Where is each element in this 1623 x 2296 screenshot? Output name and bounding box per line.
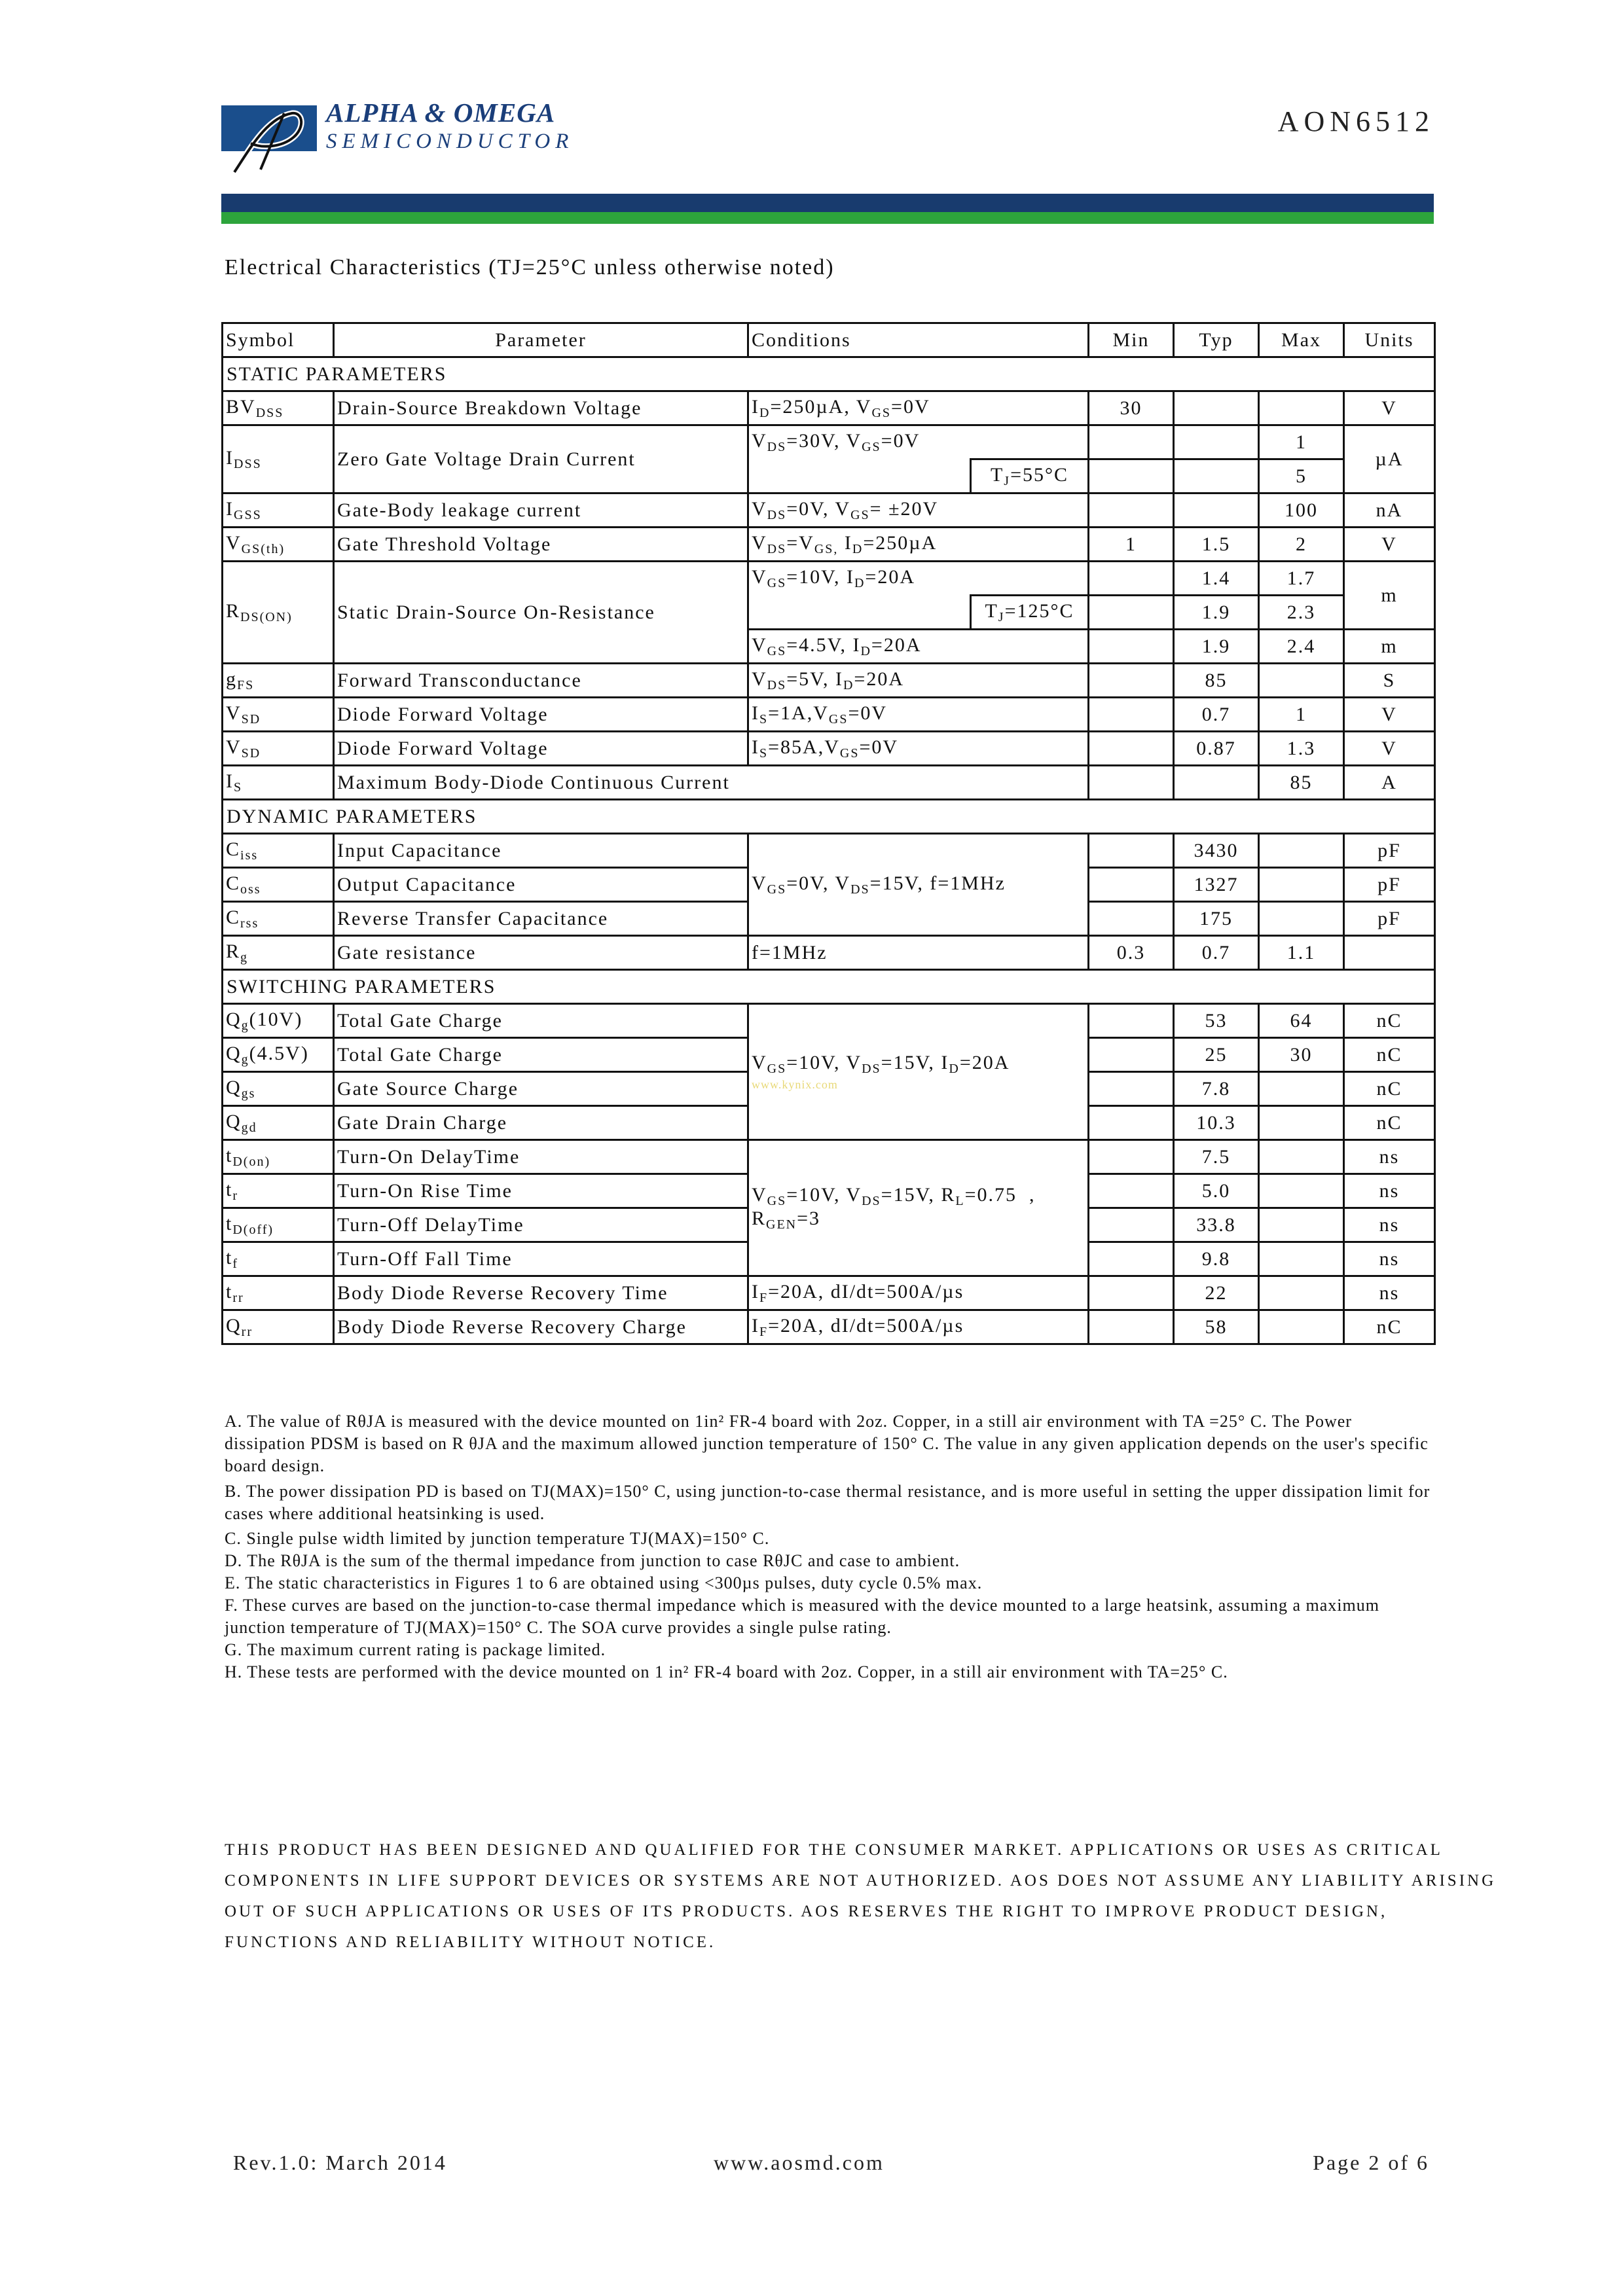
table-header-row — [223, 323, 1435, 357]
unit-cell: µA — [1344, 425, 1435, 493]
typ-cell: 0.7 — [1174, 936, 1259, 970]
company-logo — [221, 101, 319, 173]
typ-cell — [1174, 459, 1259, 493]
cond-cell: f=1MHz — [748, 936, 1089, 970]
table-row — [223, 1140, 1435, 1174]
unit-cell: A — [1344, 766, 1435, 800]
max-cell — [1259, 1140, 1344, 1174]
param-cell: Gate Drain Charge — [334, 1106, 748, 1140]
min-cell — [1089, 1140, 1174, 1174]
param-cell: Diode Forward Voltage — [334, 732, 748, 766]
min-cell — [1089, 732, 1174, 766]
symbol-ciss: $C_{iss}$ — [223, 834, 334, 868]
symbol-crss: $C_{rss}$ — [223, 902, 334, 936]
unit-cell: S — [1344, 664, 1435, 698]
unit-cell: m — [1344, 562, 1435, 630]
note-d: D. The RθJA is the sum of the thermal impedance from junction to case RθJC and case to ambient. — [225, 1551, 960, 1570]
unit-cell: nC — [1344, 1072, 1435, 1106]
max-cell — [1259, 1242, 1344, 1276]
note-e: E. The static characteristics in Figures 1 to 6 are obtained using <300µs pulses, duty cycle 0.5% max. — [225, 1573, 983, 1592]
max-cell: 1.1 — [1259, 936, 1344, 970]
disclaimer-line: OUT OF SUCH APPLICATIONS OR USES OF ITS PRODUCTS. AOS RESERVES THE RIGHT TO IMPROVE PRODUCT DESIGN, — [225, 1903, 1388, 1920]
brand-subtitle: SEMICONDUCTOR — [326, 130, 574, 153]
symbol-is: $I_S$ — [223, 766, 334, 800]
min-cell — [1089, 1310, 1174, 1344]
min-cell — [1089, 902, 1174, 936]
cond-cell — [748, 459, 971, 493]
max-cell: 85 — [1259, 766, 1344, 800]
min-cell — [1089, 698, 1174, 732]
param-cell: Reverse Transfer Capacitance — [334, 902, 748, 936]
param-cell: Static Drain-Source On-Resistance — [334, 562, 748, 664]
unit-cell: nC — [1344, 1310, 1435, 1344]
param-cell: Gate Threshold Voltage — [334, 528, 748, 562]
typ-cell: 1.9 — [1174, 596, 1259, 630]
cond-cell: $V_{GS}=10V$, $I_D=20A$ — [748, 562, 1089, 596]
typ-cell: 1.5 — [1174, 528, 1259, 562]
table-row — [223, 1310, 1435, 1344]
table-row — [223, 1004, 1435, 1038]
symbol-vsd: $V_{SD}$ — [223, 698, 334, 732]
header-band-blue — [221, 194, 1434, 212]
brand-name: ALPHA & OMEGA — [326, 98, 556, 128]
cond-cell: $I_F=20A$, dI/dt=500A/µs — [748, 1310, 1089, 1344]
table-row — [223, 698, 1435, 732]
unit-cell: V — [1344, 528, 1435, 562]
typ-cell: 175 — [1174, 902, 1259, 936]
param-cell: Turn-On Rise Time — [334, 1174, 748, 1208]
typ-cell: 7.8 — [1174, 1072, 1259, 1106]
cond-cell: $V_{DS}=V_{GS,}$ $I_D=250\mu A$ — [748, 528, 1089, 562]
max-cell — [1259, 1072, 1344, 1106]
disclaimer-line: COMPONENTS IN LIFE SUPPORT DEVICES OR SYSTEMS ARE NOT AUTHORIZED. AOS DOES NOT ASSUME ANY LIABILITY ARISING — [225, 1872, 1497, 1890]
max-cell: 2 — [1259, 528, 1344, 562]
param-cell: Gate Source Charge — [334, 1072, 748, 1106]
min-cell — [1089, 1208, 1174, 1242]
max-cell: 1.7 — [1259, 562, 1344, 596]
typ-cell: 53 — [1174, 1004, 1259, 1038]
unit-cell: ns — [1344, 1208, 1435, 1242]
symbol-rg: $R_g$ — [223, 936, 334, 970]
min-cell — [1089, 1174, 1174, 1208]
unit-cell: ns — [1344, 1174, 1435, 1208]
typ-cell: 10.3 — [1174, 1106, 1259, 1140]
typ-cell — [1174, 425, 1259, 459]
header-band-green — [221, 212, 1434, 224]
param-cell: Body Diode Reverse Recovery Charge — [334, 1310, 748, 1344]
header-max: Max — [1259, 323, 1344, 357]
revision-text: Rev.1.0: March 2014 — [233, 2151, 447, 2174]
page-title: Electrical Characteristics (TJ=25°C unless otherwise noted) — [225, 255, 835, 279]
cond-cell: $I_F=20A$, dI/dt=500A/µs — [748, 1276, 1089, 1310]
watermark: www.kynix.com — [752, 1078, 838, 1092]
symbol-qg10: $Q_g(10V)$ — [223, 1004, 334, 1038]
param-cell: Turn-Off Fall Time — [334, 1242, 748, 1276]
symbol-vsd: $V_{SD}$ — [223, 732, 334, 766]
param-cell: Body Diode Reverse Recovery Time — [334, 1276, 748, 1310]
param-cell: Zero Gate Voltage Drain Current — [334, 425, 748, 493]
note-g: G. The maximum current rating is package limited. — [225, 1640, 606, 1659]
param-cell: Turn-Off DelayTime — [334, 1208, 748, 1242]
typ-cell: 3430 — [1174, 834, 1259, 868]
cond-cell: $V_{GS}=0V$, $V_{DS}=15V$, f=1MHz — [748, 834, 1089, 936]
table-row — [223, 766, 1435, 800]
param-cell: Gate-Body leakage current — [334, 493, 748, 528]
electrical-characteristics-table — [221, 322, 1436, 1345]
symbol-tdoff: $t_{D(off)}$ — [223, 1208, 334, 1242]
table-row — [223, 936, 1435, 970]
min-cell — [1089, 493, 1174, 528]
max-cell — [1259, 1106, 1344, 1140]
min-cell — [1089, 425, 1174, 459]
note-b: B. The power dissipation PD is based on TJ(MAX)=150° C, using junction-to-case thermal resistance, and is more useful in setting the upper dissipation limit for cases where additional heatsinking is used. — [225, 1482, 1431, 1523]
note-a: A. The value of RθJA is measured with the device mounted on 1in² FR-4 board with 2oz. Copper, in a still air environment with TA =25° C. The Power dissipation PDSM is based on R θJA and the maximum allowed junction temperature of 150° C. The value in any given application depends on the user's specific board design. — [225, 1412, 1429, 1475]
section-switching: SWITCHING PARAMETERS — [223, 970, 1435, 1004]
header-min: Min — [1089, 323, 1174, 357]
symbol-tr: $t_r$ — [223, 1174, 334, 1208]
cond-cell: $V_{GS}=10V$, $V_{DS}=15V$, $R_L=0.75$ , $R_{GEN}=3$ — [748, 1140, 1089, 1276]
note-c: C. Single pulse width limited by junction temperature TJ(MAX)=150° C. — [225, 1529, 770, 1548]
table-row — [223, 834, 1435, 868]
table-row — [223, 664, 1435, 698]
cond-cell: $I_S=85A,V_{GS}=0V$ — [748, 732, 1089, 766]
max-cell — [1259, 868, 1344, 902]
cond-cell: $V_{DS}=0V$, $V_{GS}= \pm 20V$ — [748, 493, 1089, 528]
param-cell: Drain-Source Breakdown Voltage — [334, 391, 748, 425]
website-link[interactable]: www.aosmd.com — [714, 2151, 884, 2174]
min-cell — [1089, 1004, 1174, 1038]
cond-cell: $I_S=1A,V_{GS}=0V$ — [748, 698, 1089, 732]
cond-cell: $I_D=250\mu A$, $V_{GS}=0V$ — [748, 391, 1089, 425]
table-row — [223, 425, 1435, 459]
cond-cell: $V_{DS}=5V$, $I_D=20A$ — [748, 664, 1089, 698]
cond-cell — [748, 596, 971, 630]
max-cell — [1259, 1276, 1344, 1310]
min-cell — [1089, 630, 1174, 664]
param-cell: Maximum Body-Diode Continuous Current — [334, 766, 1089, 800]
param-cell: Turn-On DelayTime — [334, 1140, 748, 1174]
min-cell — [1089, 1072, 1174, 1106]
symbol-idss: $I_{DSS}$ — [223, 425, 334, 493]
min-cell — [1089, 1038, 1174, 1072]
note-h: H. These tests are performed with the device mounted on 1 in² FR-4 board with 2oz. Copper, in a still air environment with TA=25° C. — [225, 1662, 1228, 1681]
part-number: AON6512 — [1277, 105, 1434, 137]
symbol-tf: $t_f$ — [223, 1242, 334, 1276]
unit-cell: ns — [1344, 1242, 1435, 1276]
typ-cell — [1174, 493, 1259, 528]
min-cell — [1089, 868, 1174, 902]
symbol-qg45: $Q_g(4.5V)$ — [223, 1038, 334, 1072]
unit-cell: V — [1344, 698, 1435, 732]
unit-cell: pF — [1344, 902, 1435, 936]
typ-cell: 22 — [1174, 1276, 1259, 1310]
section-static: STATIC PARAMETERS — [223, 357, 1435, 391]
note-f: F. These curves are based on the junction-to-case thermal impedance which is measured with the device mounted to a large heatsink, assuming a maximum junction temperature of TJ(MAX)=150° C. The SOA curve provides a single pulse rating. — [225, 1596, 1379, 1637]
header-symbol: Symbol — [223, 323, 334, 357]
min-cell — [1089, 596, 1174, 630]
min-cell — [1089, 1242, 1174, 1276]
typ-cell: 85 — [1174, 664, 1259, 698]
disclaimer-line: THIS PRODUCT HAS BEEN DESIGNED AND QUALIFIED FOR THE CONSUMER MARKET. APPLICATIONS OR USES AS CRITICAL — [225, 1841, 1443, 1859]
min-cell — [1089, 766, 1174, 800]
unit-cell — [1344, 936, 1435, 970]
max-cell: 1.3 — [1259, 732, 1344, 766]
symbol-bvdss: $BV_{DSS}$ — [223, 391, 334, 425]
unit-cell: nC — [1344, 1004, 1435, 1038]
min-cell — [1089, 1106, 1174, 1140]
cond-cell: $T_J=125^\circ C$ — [971, 596, 1089, 630]
max-cell: 1 — [1259, 425, 1344, 459]
min-cell — [1089, 1276, 1174, 1310]
unit-cell: m — [1344, 630, 1435, 664]
table-row — [223, 732, 1435, 766]
min-cell: 30 — [1089, 391, 1174, 425]
param-cell: Gate resistance — [334, 936, 748, 970]
unit-cell: nA — [1344, 493, 1435, 528]
param-cell: Total Gate Charge — [334, 1004, 748, 1038]
symbol-trr: $t_{rr}$ — [223, 1276, 334, 1310]
max-cell — [1259, 1208, 1344, 1242]
disclaimer-line: FUNCTIONS AND RELIABILITY WITHOUT NOTICE. — [225, 1933, 716, 1951]
max-cell: 2.4 — [1259, 630, 1344, 664]
max-cell — [1259, 902, 1344, 936]
typ-cell: 1327 — [1174, 868, 1259, 902]
unit-cell: pF — [1344, 868, 1435, 902]
param-cell: Output Capacitance — [334, 868, 748, 902]
unit-cell: nC — [1344, 1106, 1435, 1140]
max-cell — [1259, 834, 1344, 868]
typ-cell: 0.87 — [1174, 732, 1259, 766]
symbol-gfs: $g_{FS}$ — [223, 664, 334, 698]
typ-cell: 1.9 — [1174, 630, 1259, 664]
max-cell — [1259, 391, 1344, 425]
unit-cell: ns — [1344, 1276, 1435, 1310]
symbol-qgd: $Q_{gd}$ — [223, 1106, 334, 1140]
max-cell — [1259, 664, 1344, 698]
param-cell: Total Gate Charge — [334, 1038, 748, 1072]
symbol-vgsth: $V_{GS(th)}$ — [223, 528, 334, 562]
cond-cell: $V_{GS}=10V$, $V_{DS}=15V$, $I_D=20A$ www.kynix.com — [748, 1004, 1089, 1140]
max-cell: 100 — [1259, 493, 1344, 528]
symbol-tdon: $t_{D(on)}$ — [223, 1140, 334, 1174]
param-cell: Diode Forward Voltage — [334, 698, 748, 732]
symbol-rdson: $R_{DS(ON)}$ — [223, 562, 334, 664]
max-cell: 2.3 — [1259, 596, 1344, 630]
table-row — [223, 528, 1435, 562]
max-cell: 1 — [1259, 698, 1344, 732]
param-cell: Input Capacitance — [334, 834, 748, 868]
table-row — [223, 493, 1435, 528]
header-units: Units — [1344, 323, 1435, 357]
header-conditions: Conditions — [748, 323, 1089, 357]
max-cell: 64 — [1259, 1004, 1344, 1038]
typ-cell: 25 — [1174, 1038, 1259, 1072]
max-cell — [1259, 1310, 1344, 1344]
typ-cell: 58 — [1174, 1310, 1259, 1344]
header-typ: Typ — [1174, 323, 1259, 357]
min-cell — [1089, 834, 1174, 868]
table-row — [223, 1276, 1435, 1310]
typ-cell — [1174, 766, 1259, 800]
typ-cell: 7.5 — [1174, 1140, 1259, 1174]
min-cell — [1089, 459, 1174, 493]
min-cell: 0.3 — [1089, 936, 1174, 970]
cond-cell: $V_{DS}=30V$, $V_{GS}=0V$ — [748, 425, 1089, 459]
typ-cell: 1.4 — [1174, 562, 1259, 596]
unit-cell: V — [1344, 391, 1435, 425]
min-cell — [1089, 664, 1174, 698]
max-cell: 5 — [1259, 459, 1344, 493]
unit-cell: pF — [1344, 834, 1435, 868]
cond-cell: $T_J=55^\circ C$ — [971, 459, 1089, 493]
typ-cell: 9.8 — [1174, 1242, 1259, 1276]
symbol-qgs: $Q_{gs}$ — [223, 1072, 334, 1106]
unit-cell: ns — [1344, 1140, 1435, 1174]
section-dynamic: DYNAMIC PARAMETERS — [223, 800, 1435, 834]
table-row — [223, 391, 1435, 425]
min-cell: 1 — [1089, 528, 1174, 562]
symbol-coss: $C_{oss}$ — [223, 868, 334, 902]
max-cell — [1259, 1174, 1344, 1208]
unit-cell: nC — [1344, 1038, 1435, 1072]
unit-cell: V — [1344, 732, 1435, 766]
cond-cell: $V_{GS}=4.5V$, $I_D=20A$ — [748, 630, 1089, 664]
symbol-qrr: $Q_{rr}$ — [223, 1310, 334, 1344]
param-cell: Forward Transconductance — [334, 664, 748, 698]
page-number: Page 2 of 6 — [1313, 2151, 1429, 2174]
min-cell — [1089, 562, 1174, 596]
header-parameter: Parameter — [334, 323, 748, 357]
typ-cell: 33.8 — [1174, 1208, 1259, 1242]
typ-cell: 0.7 — [1174, 698, 1259, 732]
typ-cell — [1174, 391, 1259, 425]
symbol-igss: $I_{GSS}$ — [223, 493, 334, 528]
table-row — [223, 562, 1435, 596]
typ-cell: 5.0 — [1174, 1174, 1259, 1208]
max-cell: 30 — [1259, 1038, 1344, 1072]
